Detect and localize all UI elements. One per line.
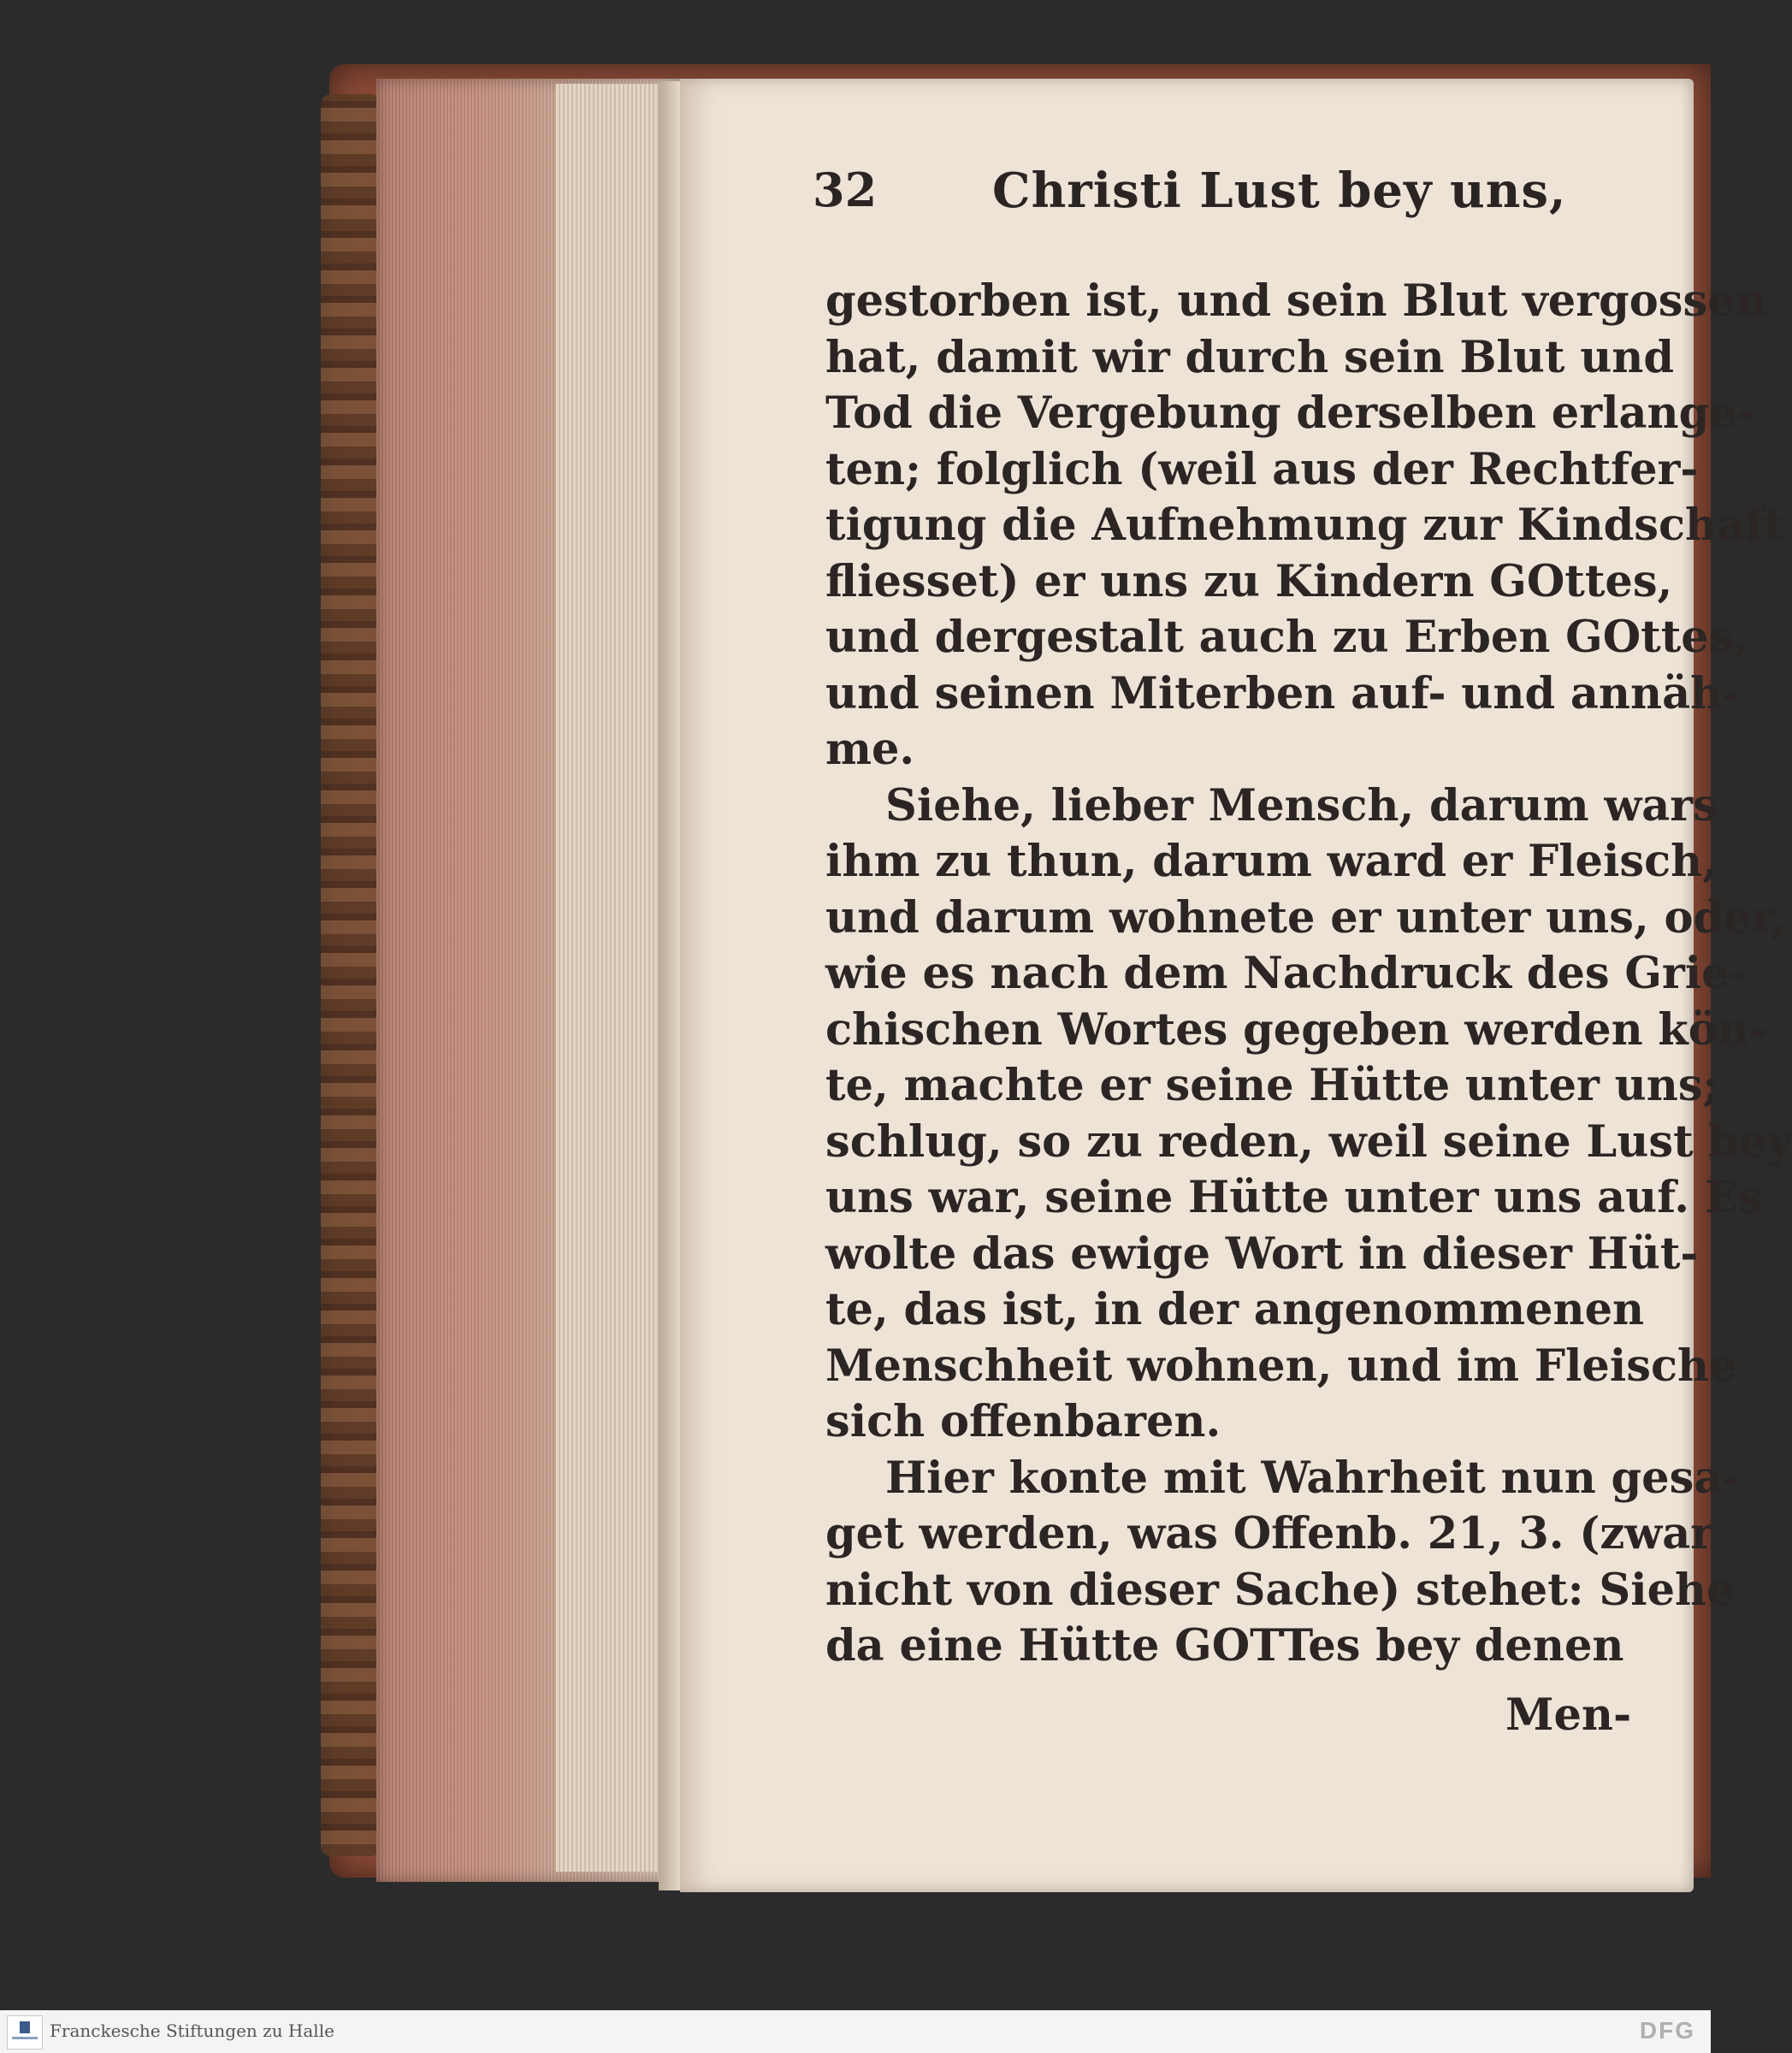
page-edges-inner [556,84,676,1872]
text-line: me. [825,724,915,775]
text-line: und seinen Miterben auf- und annäh- [825,667,1741,719]
text-line: fliesset) er uns zu Kindern GOttes, [825,555,1673,607]
text-line: ihm zu thun, darum ward er Fleisch, [825,836,1718,887]
catchword: Men- [1505,1689,1632,1741]
text-line: te, das ist, in der angenommenen [825,1284,1645,1335]
text-line: wolte das ewige Wort in dieser Hüt- [825,1228,1699,1280]
text-line: get werden, was Offenb. 21, 3. (zwar [825,1508,1714,1559]
text-line: Menschheit wohnen, und im Fleische [825,1340,1737,1392]
institution-name: Franckesche Stiftungen zu Halle [50,2020,334,2041]
text-line: und dergestalt auch zu Erben GOttes, [825,612,1749,663]
text-line: ten; folglich (weil aus der Rechtfer- [825,443,1699,495]
text-line: Hier konte mit Wahrheit nun gesa- [885,1452,1741,1504]
logo-base [12,2037,38,2039]
text-line: tigung die Aufnehmung zur Kindschaft [825,500,1784,551]
text-line: schlug, so zu reden, weil seine Lust bey [825,1115,1792,1168]
book-spine [321,94,381,1856]
text-line: wie es nach dem Nachdruck des Grie- [825,948,1748,999]
running-head [813,163,1582,240]
text-line: sich offenbaren. [825,1396,1221,1447]
institution-logo-icon [7,2015,43,2050]
text-line: chischen Wortes gegeben werden kön- [825,1003,1768,1056]
text-line: hat, damit wir durch sein Blut und [825,331,1675,383]
text-line: nicht von dieser Sache) stehet: Siehe [825,1564,1735,1616]
dfg-logo: DFG [1639,2017,1695,2044]
text-line: Siehe, lieber Mensch, darum wars [885,779,1718,831]
running-head-title: Christi Lust bey uns, [992,163,1567,219]
footer-banner [0,2010,1711,2053]
text-line: und darum wohnete er unter uns, oder, [825,891,1787,944]
page-number: 32 [813,163,878,217]
text-line: te, machte er seine Hütte unter uns; [825,1060,1719,1111]
text-line: gestorben ist, und sein Blut vergossen [825,275,1767,327]
body-text [825,274,1792,1675]
text-line: Tod die Vergebung derselben erlange- [825,388,1755,439]
logo-mark [20,2021,30,2033]
text-line: da eine Hütte GOTTes bey denen [825,1620,1624,1671]
text-line: uns war, seine Hütte unter uns auf. Es [825,1172,1763,1223]
